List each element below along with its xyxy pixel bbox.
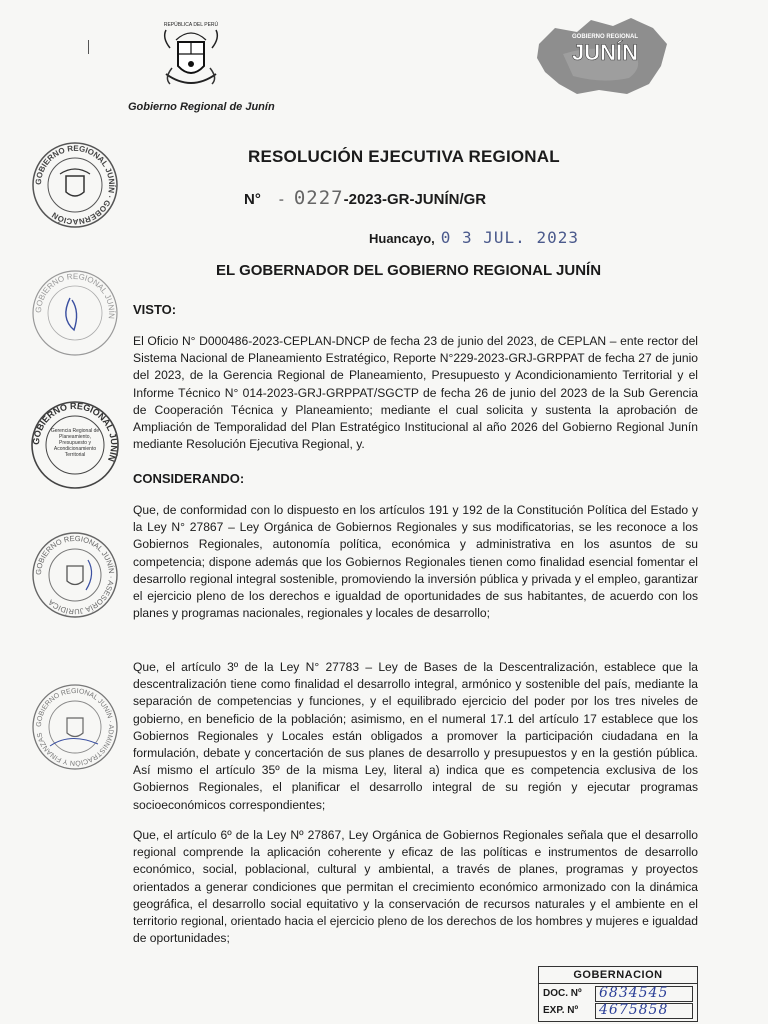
svg-text:GOBIERNO REGIONAL JUNÍN · ASES	[34, 534, 116, 616]
seal-1-ring-text: GOBIERNO REGIONAL JUNÍN · GOBERNACIÓN	[33, 143, 117, 227]
exp-number-value: 4675858	[599, 1002, 669, 1018]
seal-stamp-2	[30, 268, 120, 358]
date-line	[369, 228, 579, 247]
number-dash: -	[278, 191, 284, 208]
svg-text:GOBIERNO REGIONAL JUNÍN	[34, 272, 116, 319]
date-stamp: 0 3 JUL. 2023	[440, 228, 579, 247]
map-logo-top-text: GOBIERNO REGIONAL	[571, 34, 639, 40]
seal-stamp-planeamiento	[30, 400, 120, 490]
seal-5-ring-text: GOBIERNO REGIONAL JUNÍN · ADMINISTRACIÓN Y FINANZAS	[35, 687, 115, 767]
number-prefix: N°	[244, 191, 261, 208]
svg-text:GOBIERNO REGIONAL JUNÍN · GOBE	[34, 144, 116, 226]
visto-heading: VISTO:	[133, 302, 177, 317]
seal-3-inner-text: Gerencia Regional de Planeamiento, Presupuesto y Acondicionamiento Territorial	[50, 428, 100, 458]
junin-map-logo	[533, 14, 673, 98]
svg-text:GOBIERNO REGIONAL JUNÍN · ADMI	[36, 688, 114, 768]
considerando-paragraph-2: Que, el artículo 3º de la Ley N° 27783 – Ley de Bases de la Descentralización, establece que la descentralización tiene como finalidad el desarrollo integral, armónico y sostenible del país, mediante la separación de competencias y funciones, y el equilibrado ejercicio del poder por los tres niveles de gobierno, en beneficio de la población; asimismo, en el numeral 17.1 del artículo 17 establece que los Gobiernos Regionales y Locales están obligados a promover la participación ciudadana en la formulación, debate y concertación de sus planes de desarrollo y presupuestos y en la gestión pública. Así mismo el artículo 35º de la misma Ley, literal a) indica que es competencia exclusiva de los Gobiernos Regionales, el planificar el desarrollo integral de su región y ejecutar programas socioeconómicos correspondientes;	[133, 660, 698, 812]
stamp-title: GOBERNACION	[539, 967, 697, 984]
considerando-heading: CONSIDERANDO:	[133, 471, 245, 486]
considerando-paragraph-3: Que, el artículo 6º de la Ley Nº 27867, Ley Orgánica de Gobiernos Regionales señala que el desarrollo regional comprende la aplicación coherente y eficaz de las políticas e instrumentos de desarrollo económico, social, poblacional, cultural y ambiental, a través de planes, programas y proyectos orientados a generar condiciones que permitan el crecimiento económico armonizado con la dinámica geográfica, el desarrollo social equitativo y la conservación de recursos naturales y el ambiente en el territorio regional, orientado hacia el ejercicio pleno de los derechos de los hombres y mujeres e igualdad de oportunidades;	[133, 828, 698, 946]
seal-3-ring-text: GOBIERNO REGIONAL JUNÍN	[30, 400, 120, 463]
doc-number-value: 6834545	[599, 985, 669, 1001]
resolution-title: RESOLUCIÓN EJECUTIVA REGIONAL	[248, 147, 560, 166]
doc-number-label: DOC. Nº	[543, 988, 582, 999]
coat-of-arms-icon	[156, 18, 226, 98]
seal-stamp-asesoria-juridica	[30, 530, 120, 620]
gobernacion-reception-stamp	[538, 966, 698, 1022]
seal-stamp-administracion	[30, 682, 120, 772]
number-stamp: 0227	[293, 187, 344, 209]
seal-2-ring-text: GOBIERNO REGIONAL JUNÍN	[33, 271, 117, 320]
seal-stamp-gobernacion	[30, 140, 120, 230]
exp-number-label: EXP. Nº	[543, 1005, 579, 1016]
place-label: Huancayo,	[369, 231, 435, 246]
authority-heading: EL GOBERNADOR DEL GOBIERNO REGIONAL JUNÍN	[216, 262, 602, 279]
regional-gov-label: Gobierno Regional de Junín	[128, 101, 275, 113]
number-suffix: -2023-GR-JUNÍN/GR	[343, 191, 487, 208]
seal-4-ring-text: GOBIERNO REGIONAL JUNÍN · ASESORÍA JURÍDICA	[33, 533, 117, 617]
visto-paragraph: El Oficio N° D000486-2023-CEPLAN-DNCP de fecha 23 de junio del 2023, de CEPLAN – ente rector del Sistema Nacional de Planeamiento Estratégico, Reporte N°229-2023-GRJ-GRPPAT de fecha 27 de junio del 2023, de la Gerencia Regional de Planeamiento, Presupuesto y Acondicionamiento Territorial y el Informe Técnico N° 014-2023-GRJ-GRPPAT/SGCTP de fecha 26 de junio del 2023 de la Sub Gerencia de Cooperación Técnica y Planeamiento; mediante el cual solicita y sustenta la aprobación de Ampliación de Temporalidad del Plan Estratégico Institucional al año 2026 del Gobierno Regional Junín mediante Resolución Ejecutiva Regional, y.	[133, 334, 698, 452]
coat-caption: REPÚBLICA DEL PERÚ	[163, 22, 219, 28]
considerando-paragraph-1: Que, de conformidad con lo dispuesto en los artículos 191 y 192 de la Constitución Política del Estado y la Ley N° 27867 – Ley Orgánica de Gobiernos Regionales y sus modificatorias, se les reconoce a los Gobiernos Regionales, autonomía política, económica y administrativa en los asuntos de su competencia; dispone además que los Gobiernos Regionales tienen como finalidad esencial fomentar el desarrollo regional integral sostenible, promoviendo la inversión pública y privada y el empleo, garantizar el ejercicio pleno de los derechos e igualdad de oportunidades de sus habitantes, de acuerdo con los planes y programas nacionales, regionales y locales de desarrollo;	[133, 503, 698, 621]
resolution-number	[244, 187, 486, 209]
map-logo-word: JUNÍN	[571, 40, 639, 65]
margin-mark	[88, 40, 89, 54]
